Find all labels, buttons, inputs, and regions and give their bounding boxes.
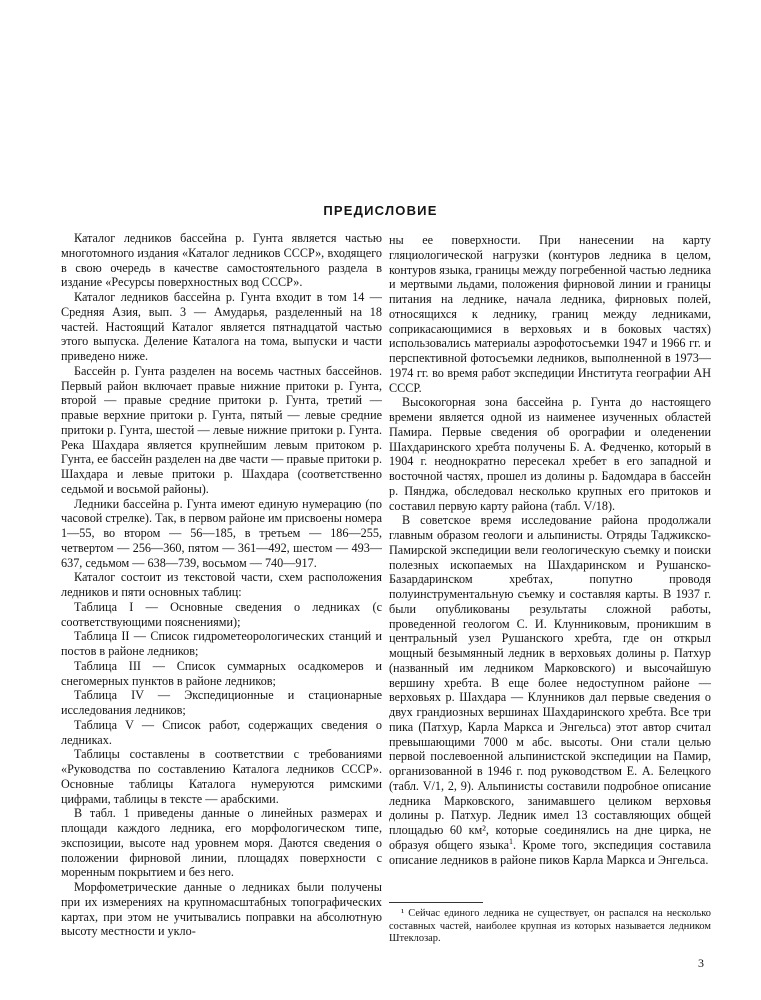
page-title: ПРЕДИСЛОВИЕ bbox=[323, 203, 438, 218]
paragraph: Бассейн р. Гунта разделен на восемь частных бассейнов. Первый район включает правые нижние притоки р. Гунта, второй — правые средние притоки р. Гунта, третий — правые верхние притоки р. Гунта, пятый — левые средние притоки р. Гунта, шестой — левые нижние притоки р. Гунта. Река Шахдара является крупнейшим левым притоком р. Гунта, ее бассейн разделен на две части — правые притоки р. Шахдара и левые притоки р. Шахдара (соответственно седьмой и восьмой районы). bbox=[61, 363, 382, 496]
paragraph: Каталог ледников бассейна р. Гунта является частью многотомного издания «Каталог ледников СССР», входящего в свою очередь в качестве самостоятельного раздела в издание «Ресурсы поверхностных вод СССР». bbox=[61, 231, 382, 290]
paragraph: Высокогорная зона бассейна р. Гунта до настоящего времени является одной из наименее изученных областей Памира. Первые сведения об орографии и оледенении Шахдаринского хребта получены Б. А. Федченко, который в 1904 г. неоднократно пересекал хребет в его западной и восточной частях, прошел из долины р. Бадомдара в бассейн р. Пянджа, обследовал несколько крупных его притоков и составил первую карту района (табл. V/18). bbox=[389, 395, 711, 513]
paragraph: В табл. 1 приведены данные о линейных размерах и площади каждого ледника, его морфологическом типе, экспозиции, высоте над уровнем моря. Даются сведения о положении фирновой линии, площадях поверхности с моренным покрытием и без него. bbox=[61, 806, 382, 880]
table-list-item: Таблица V — Список работ, содержащих сведения о ледниках. bbox=[61, 717, 382, 747]
page-number: 3 bbox=[698, 956, 704, 970]
paragraph: Морфометрические данные о ледниках были получены при их измерениях на крупномасштабных топографических картах, при этом не учитывались поправки на абсолютную высоту местности и укло- bbox=[61, 880, 382, 939]
table-list-item: Таблица III — Список суммарных осадкомеров и снегомерных пунктов в районе ледников; bbox=[61, 658, 382, 688]
table-list-item: Таблица II — Список гидрометеорологических станций и постов в районе ледников; bbox=[61, 629, 382, 658]
paragraph: Каталог состоит из текстовой части, схем расположения ледников и пяти основных таблиц: bbox=[61, 570, 382, 599]
footnote: ¹ Сейчас единого ледника не существует, он распался на несколько составных частей, наиболее крупная из которых называется ледником Штеклозар. bbox=[389, 908, 711, 945]
right-text-column bbox=[389, 233, 711, 867]
paragraph-text-end: . Кроме того, экспедиция составила описание ледников в районе пиков Карла Маркса и Энгельса. bbox=[389, 837, 711, 867]
footnote-divider bbox=[389, 902, 483, 903]
table-list-item: Таблица I — Основные сведения о ледниках (с соответствующими пояснениями); bbox=[61, 599, 382, 629]
paragraph: Таблицы составлены в соответствии с требованиями «Руководства по составлению Каталога ледников СССР». Основные таблицы Каталога нумеруются римскими цифрами, таблицы в тексте — арабскими. bbox=[61, 747, 382, 806]
paragraph-text: В советское время исследование района продолжали главным образом геологи и альпинисты. Отряды Таджикско-Памирской экспедиции вели геологическую съемку и поиски полезных ископаемых на Шахдаринском и Рушанско-Базардаринском хребтах, попутно проводя полуинструментальную съемку и составляя карты. В 1937 г. были опубликованы результаты сложной работы, проведенной геологом С. И. Клунниковым, проникшим в центральный узел Рушанского хребта, где он открыл мощный безымянный ледник в верховьях долины р. Патхур (названный им ледником Марковского) и высочайшую вершину хребта. В еще более недоступном районе — верховьях р. Шахдара — Клунников дал первые сведения о двух грандиозных вершинах Шахдаринского хребта. Все три пика (Патхур, Карла Маркса и Энгельса) этот автор считал превышающими 7000 м абс. высоты. Они стали целью первой послевоенной альпинистской экспедиции на Памир, организованной в 1946 г. под руководством Е. А. Белецкого (табл. V/1, 2, 9). Альпинисты составили подробное описание ледника Марковского, занимавшего целиком верховья долины р. Патхур. Ледник имел 13 составляющих общей площадью 60 км², которые соединялись на дне цирка, не образуя общего языка bbox=[389, 513, 711, 852]
left-text-column bbox=[61, 231, 382, 939]
paragraph bbox=[389, 513, 711, 867]
paragraph-continued: ны ее поверхности. При нанесении на карту гляциологической нагрузки (контуров ледника в целом, контуров языка, границы между погребенной частью ледника и мертвыми льдами, положения фирновой линии и границы питания на леднике, начала ледника, фирновых полей, относящихся к леднику, границ между ледниками, соприкасающимися в верховьях и в боковых частях) использовались материалы аэрофотосъемки 1947 и 1966 гг. и перспективной фотосъемки ледников, выполненной в 1973—1974 гг. во время работ экспедиции Института географии АН СССР. bbox=[389, 233, 711, 395]
table-list-item: Таблица IV — Экспедиционные и стационарные исследования ледников; bbox=[61, 688, 382, 717]
paragraph: Ледники бассейна р. Гунта имеют единую нумерацию (по часовой стрелке). Так, в первом районе им присвоены номера 1—55, во втором — 56—185, в третьем — 186—255, четвертом — 256—360, пятом — 361—492, шестом — 493—637, седьмом — 638—739, восьмом — 740—917. bbox=[61, 496, 382, 570]
footnote-marker[interactable]: 1 bbox=[509, 836, 514, 846]
paragraph: Каталог ледников бассейна р. Гунта входит в том 14 — Средняя Азия, вып. 3 — Амударья, разделенный на 18 частей. Настоящий Каталог является пятнадцатой частью этого выпуска. Деление Каталога на тома, выпуски и части приведено ниже. bbox=[61, 290, 382, 363]
